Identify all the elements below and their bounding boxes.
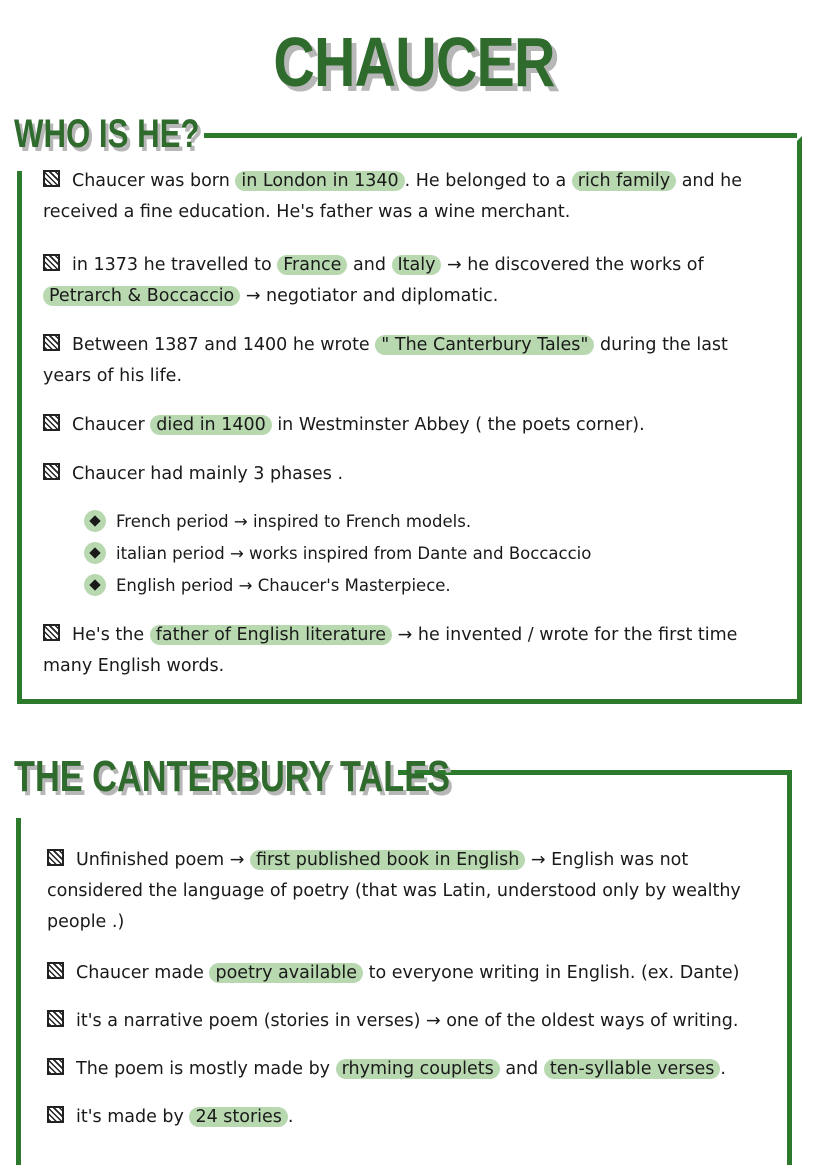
- text: to everyone writing in English. (ex. Dante): [363, 963, 740, 983]
- diamond-bullet-icon: [84, 574, 106, 596]
- diamond-bullet-icon: [84, 510, 106, 532]
- highlight: poetry available: [209, 963, 363, 983]
- checkbox-icon: [43, 254, 60, 271]
- text: French period → inspired to French models.: [116, 512, 472, 531]
- text: → he discovered the works of: [441, 255, 704, 275]
- checkbox-icon: [47, 1010, 64, 1027]
- text: it's a narrative poem (stories in verses) → one of the oldest ways of writing.: [76, 1011, 739, 1031]
- section-frame-top-line: [204, 133, 797, 138]
- text: Chaucer made: [76, 963, 210, 983]
- section-heading-who-is-he: WHO IS HE?: [14, 112, 200, 156]
- checkbox-icon: [43, 624, 60, 641]
- text: Chaucer had mainly 3 phases .: [72, 464, 344, 484]
- checkbox-icon: [47, 1106, 64, 1123]
- text: .: [720, 1059, 726, 1079]
- list-item: [47, 1006, 772, 1037]
- text: . He belonged to a: [404, 171, 572, 191]
- highlight: 24 stories: [189, 1107, 287, 1127]
- highlight: in London in 1340: [235, 171, 404, 191]
- checkbox-icon: [47, 1058, 64, 1075]
- list-item: [47, 1102, 772, 1133]
- text: He's the: [72, 625, 150, 645]
- checkbox-icon: [43, 463, 60, 480]
- phase-item: [84, 539, 591, 569]
- section-frame-left-line: [16, 818, 21, 1165]
- checkbox-icon: [47, 849, 64, 866]
- text: and: [499, 1059, 544, 1079]
- highlight: first published book in English: [250, 850, 525, 870]
- checkbox-icon: [47, 962, 64, 979]
- highlight: died in 1400: [150, 415, 271, 435]
- list-item: [43, 620, 773, 682]
- list-item: [43, 166, 773, 228]
- diamond-bullet-icon: [84, 542, 106, 564]
- highlight: father of English literature: [150, 625, 392, 645]
- list-item: [43, 250, 773, 312]
- highlight: ten-syllable verses: [544, 1059, 721, 1079]
- text: The poem is mostly made by: [76, 1059, 336, 1079]
- text: italian period → works inspired from Dante and Boccaccio: [116, 544, 592, 563]
- section-frame-top-line: [398, 770, 792, 775]
- list-item: [43, 410, 773, 441]
- highlight: " The Canterbury Tales": [375, 335, 594, 355]
- text: .: [287, 1107, 294, 1127]
- text: Chaucer was born: [72, 171, 236, 191]
- page-title: CHAUCER: [273, 23, 555, 101]
- section-heading-canterbury-tales: THE CANTERBURY TALES: [14, 752, 451, 801]
- text: and: [347, 255, 392, 275]
- phase-item: [84, 507, 471, 537]
- checkbox-icon: [43, 334, 60, 351]
- list-item: [43, 330, 773, 392]
- text: in 1373 he travelled to: [72, 255, 278, 275]
- text: Between 1387 and 1400 he wrote: [72, 335, 376, 355]
- checkbox-icon: [43, 414, 60, 431]
- list-item: [47, 958, 772, 989]
- list-item: [47, 1054, 772, 1085]
- list-item: [47, 845, 772, 938]
- text: during the last years of his life.: [43, 335, 728, 386]
- list-item: [43, 459, 773, 490]
- text: Unfinished poem →: [76, 850, 250, 870]
- text: Chaucer: [72, 415, 151, 435]
- text: it's made by: [76, 1107, 190, 1127]
- highlight: rich family: [572, 171, 676, 191]
- highlight: rhyming couplets: [336, 1059, 500, 1079]
- text: English period → Chaucer's Masterpiece.: [116, 576, 451, 595]
- text: in Westminster Abbey ( the poets corner).: [271, 415, 645, 435]
- phase-item: [84, 571, 451, 601]
- checkbox-icon: [43, 170, 60, 187]
- text: → English was not considered the language of poetry (that was Latin, understood only by wealthy people .): [47, 850, 741, 932]
- text: and he received a fine education. He's father was a wine merchant.: [43, 171, 743, 222]
- highlight: France: [277, 255, 347, 275]
- highlight: Petrarch & Boccaccio: [43, 286, 240, 306]
- highlight: Italy: [392, 255, 442, 275]
- text: → negotiator and diplomatic.: [240, 286, 499, 306]
- text: → he invented / wrote for the first time many English words.: [43, 625, 738, 676]
- section-frame-right-line: [787, 770, 792, 1165]
